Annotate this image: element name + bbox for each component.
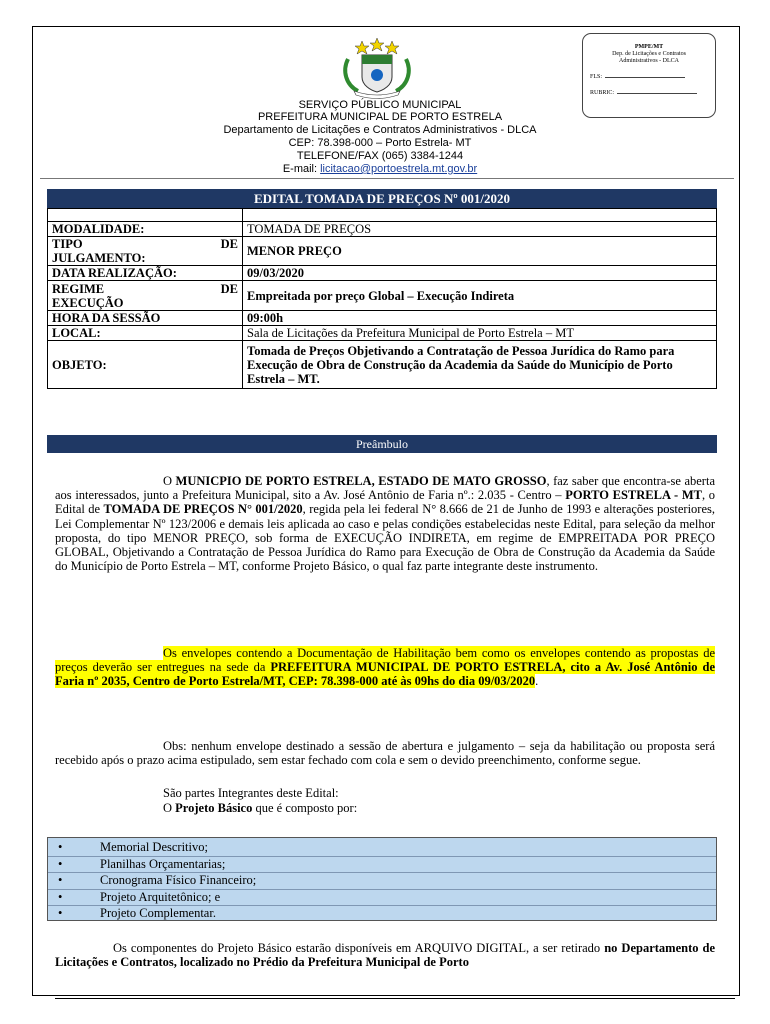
header-email-line: E-mail: licitacao@portoestrela.mt.gov.br xyxy=(282,163,478,175)
header-service: SERVIÇO PÚBLICO MUNICIPAL xyxy=(298,99,462,111)
regime-label: REGIME DE EXECUÇÃO xyxy=(48,281,243,311)
header-prefeitura: PREFEITURA MUNICIPAL DE PORTO ESTRELA xyxy=(257,111,503,123)
modalidade-label: MODALIDADE: xyxy=(48,222,243,237)
stamp-dept: Dep. de Licitações e Contratos Administrativos - DLCA xyxy=(612,50,686,64)
projeto-line: O Projeto Básico que é composto por: xyxy=(163,801,358,815)
email-link[interactable]: licitacao@portoestrela.mt.gov.br xyxy=(320,163,478,175)
data-label: DATA REALIZAÇÃO: xyxy=(48,266,243,281)
objeto-value: Tomada de Preços Objetivando a Contratação de Pessoa Jurídica do Ramo para Execução de Obra de Construção da Academia da Saúde do Município de Porto Estrela – MT. xyxy=(243,341,717,389)
header-department: Departamento de Licitações e Contratos Administrativos - DLCA xyxy=(223,124,537,136)
list-item: • Projeto Arquitetônico; e xyxy=(48,890,716,907)
data-value: 09/03/2020 xyxy=(243,266,717,281)
obs-paragraph: Obs: nenhum envelope destinado a sessão de abertura e julgamento – seja da habilitação ou proposta será recebido após o prazo acima estipulado, sem estar fechado com cola e sem o devido preenchimento, conforme segue. xyxy=(55,739,715,768)
hora-label: HORA DA SESSÃO xyxy=(48,311,243,326)
tipo-value: MENOR PREÇO xyxy=(243,237,717,266)
edital-info-table xyxy=(47,208,717,389)
list-item: • Cronograma Físico Financeiro; xyxy=(48,873,716,890)
header-cep: CEP: 78.398-000 – Porto Estrela- MT xyxy=(288,137,472,149)
local-value: Sala de Licitações da Prefeitura Municipal de Porto Estrela – MT xyxy=(243,326,717,341)
edital-title-bar: EDITAL TOMADA DE PREÇOS Nº 001/2020 xyxy=(47,189,717,208)
tipo-label: TIPO DE JULGAMENTO: xyxy=(48,237,243,266)
envelopes-paragraph: Os envelopes contendo a Documentação de Habilitação bem como os envelopes contendo as propostas de preços deverão ser entregues na sede da PREFEITURA MUNICIPAL DE PORTO ESTRELA, cito a Av. José Antônio de Faria nº 2035, Centro de Porto Estrela/MT, CEP: 78.398-000 até às 09hs do dia 09/03/2020. xyxy=(55,646,715,689)
list-item: • Memorial Descritivo; xyxy=(48,840,716,857)
list-item: • Planilhas Orçamentarias; xyxy=(48,857,716,874)
partes-line: São partes Integrantes deste Edital: xyxy=(163,786,339,800)
stamp-rubric: RUBRIC: xyxy=(590,90,715,97)
stamp-title: PMPE/MT xyxy=(634,44,664,50)
header-divider xyxy=(40,178,734,179)
regime-value: Empreitada por preço Global – Execução Indireta xyxy=(243,281,717,311)
local-label: LOCAL: xyxy=(48,326,243,341)
componentes-paragraph: Os componentes do Projeto Básico estarão disponíveis em ARQUIVO DIGITAL, a ser retirado no Departamento de Licitações e Contratos, localizado no Prédio da Prefeitura Municipal de Porto xyxy=(55,941,716,970)
hora-value: 09:00h xyxy=(243,311,717,326)
footer-divider xyxy=(55,998,735,999)
preambulo-bar: Preâmbulo xyxy=(47,435,717,453)
header-phone: TELEFONE/FAX (065) 3384-1244 xyxy=(296,150,464,162)
modalidade-value: TOMADA DE PREÇOS xyxy=(243,222,717,237)
objeto-label: OBJETO: xyxy=(48,341,243,389)
preambulo-paragraph: O MUNICPIO DE PORTO ESTRELA, ESTADO DE MATO GROSSO, faz saber que encontra-se aberta aos interessados, junto a Prefeitura Municipal, sito a Av. José Antônio de Faria nº.: 2.035 - Centro – PORTO ESTRELA - MT, o Edital de TOMADA DE PREÇOS N° 001/2020, regida pela lei federal N° 8.666 de 21 de Junho de 1993 e alterações posteriores, Lei Complementar Nº 123/2006 e demais leis aplicada ao caso e pelas condições estabelecidas neste Edital, para seleção da melhor proposta, do tipo MENOR PREÇO, sob forma de EXECUÇÃO INDIRETA, em regime de EMPREITADA POR PREÇO GLOBAL, Objetivando a Contratação de Pessoa Jurídica do Ramo para Execução de Obra de Construção da Academia da Saúde do Município de Porto Estrela – MT, conforme Projeto Básico, o qual faz parte integrante deste instrumento. xyxy=(55,474,716,574)
municipal-crest-logo xyxy=(340,37,414,99)
list-item: • Projeto Complementar. xyxy=(58,906,216,920)
stamp-fls: FLS: xyxy=(590,74,715,81)
projeto-basico-list xyxy=(47,837,717,921)
